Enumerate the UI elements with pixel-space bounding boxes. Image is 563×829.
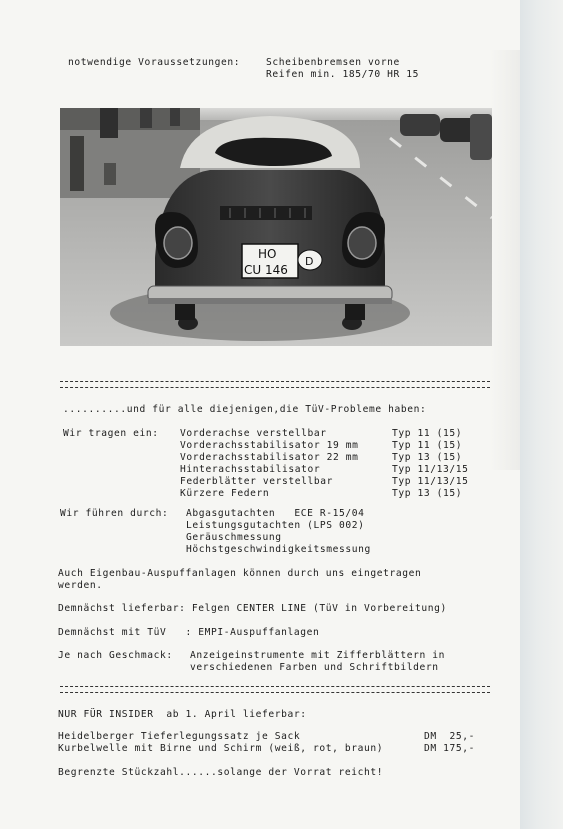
divider-rule-2 [60, 686, 490, 693]
divider-rule-1 [60, 381, 490, 388]
intro-line: ..........und für alle diejenigen,die TüV-Probleme haben: [63, 404, 427, 415]
register-item-type: Typ 11 (15) [392, 428, 463, 439]
register-label: Wir tragen ein: [63, 428, 159, 439]
register-item-type: Typ 13 (15) [392, 488, 463, 499]
perform-label: Wir führen durch: [60, 508, 169, 519]
license-plate-line-2: CU 146 [244, 263, 288, 277]
taste-label: Je nach Geschmack: [58, 650, 173, 661]
insider-heading: NUR FÜR INSIDER ab 1. April lieferbar: [58, 709, 307, 720]
insider-price-2: DM 175,- [424, 743, 476, 754]
next-page-edge [520, 0, 563, 829]
register-item-type: Typ 11/13/15 [392, 476, 469, 487]
perform-item: Geräuschmessung [186, 532, 282, 543]
perform-item: Abgasgutachten ECE R-15/04 [186, 508, 365, 519]
insider-item-2: Kurbelwelle mit Birne und Schirm (weiß, rot, braun) [58, 743, 384, 754]
license-plate-line-1: HO [258, 247, 277, 261]
register-item: Kürzere Federn [180, 488, 270, 499]
register-item-type: Typ 11 (15) [392, 440, 463, 451]
register-item: Hinterachsstabilisator [180, 464, 321, 475]
register-item: Vorderachsstabilisator 22 mm [180, 452, 359, 463]
taste-line-2: verschiedenen Farben und Schriftbildern [190, 662, 439, 673]
exhaust-line-1: Auch Eigenbau-Auspuffanlagen können durch uns eingetragen [58, 568, 422, 579]
register-item-type: Typ 13 (15) [392, 452, 463, 463]
requirement-1: Scheibenbremsen vorne [266, 57, 400, 68]
perform-item: Leistungsgutachten (LPS 002) [186, 520, 365, 531]
coming-soon-line: Demnächst lieferbar: Felgen CENTER LINE (TüV in Vorbereitung) [58, 603, 447, 614]
register-item: Vorderachse verstellbar [180, 428, 327, 439]
register-item-type: Typ 11/13/15 [392, 464, 469, 475]
requirements-label: notwendige Voraussetzungen: [68, 57, 241, 68]
beetle-illustration [60, 108, 492, 346]
car-photo [60, 108, 492, 346]
register-item: Vorderachsstabilisator 19 mm [180, 440, 359, 451]
taste-line-1: Anzeigeinstrumente mit Zifferblättern in [190, 650, 446, 661]
perform-item: Höchstgeschwindigkeitsmessung [186, 544, 371, 555]
exhaust-line-2: werden. [58, 580, 103, 591]
show-through-shadow [490, 50, 520, 470]
country-sticker: D [305, 255, 314, 268]
coming-soon-tuv-line: Demnächst mit TüV : EMPI-Auspuffanlagen [58, 627, 320, 638]
insider-price-1: DM 25,- [424, 731, 476, 742]
register-item: Federblätter verstellbar [180, 476, 334, 487]
insider-item-1: Heidelberger Tieferlegungssatz je Sack [58, 731, 301, 742]
requirement-2: Reifen min. 185/70 HR 15 [266, 69, 420, 80]
limited-stock-line: Begrenzte Stückzahl......solange der Vorrat reicht! [58, 767, 384, 778]
